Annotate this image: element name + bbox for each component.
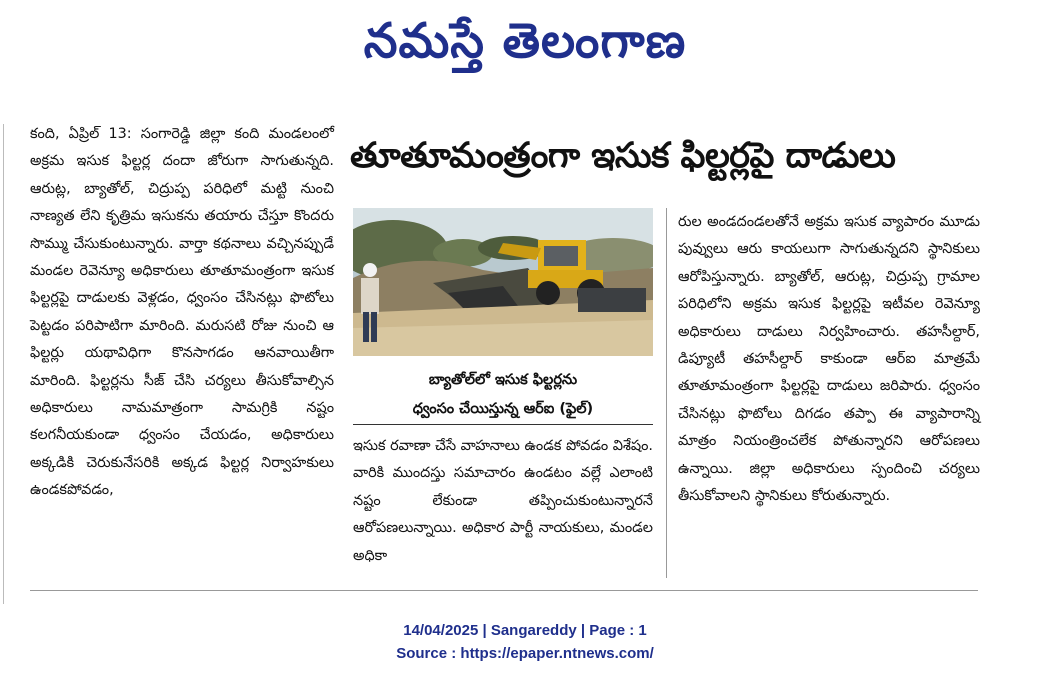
- article-text-column-1: కంది, ఏప్రిల్‌ 13: సంగారెడ్డి జిల్లా కంది మండలంలో అక్రమ ఇసుక ఫిల్టర్ల దందా జోరుగా సాగుతున్నది. ఆరుట్ల, బ్యాతోల్‌, చిద్రుప్ప పరిధిలో మట్టి నుంచి నాణ్యత లేని కృత్రిమ ఇసుకను తయారు చేస్తూ కొందరు సొమ్ము చేసుకుంటున్నారు. వార్తా కథనాలు వచ్చినప్పుడే మండల రెవెన్యూ అధికారులు తూతూమంత్రంగా ఇసుక ఫిల్టర్లపై దాడులకు వెళ్లడం, ధ్వంసం చేసినట్లు ఫొటోలు పెట్టడం పరిపాటిగా మారింది. మరుసటి రోజు నుంచి ఆ ఫిల్టర్లు యథావిధిగా కొనసాగడం ఆనవాయితీగా మారింది. ఫిల్టర్లను సీజ్‌ చేసి చర్యలు తీసుకోవాల్సిన అధికారులు నామమాత్రంగా సామగ్రికి నష్టం కలగనీయకుండా ధ్వంసం చేయడం, అధికారులు అక్కడికి చెరుకునేసరికి అక్కడ ఫిల్టర్ల నిర్వాహకులు ఉండకపోవడం,: [30, 126, 334, 499]
- middle-column-divider: [666, 208, 667, 578]
- excavator-photo-illustration: [353, 208, 653, 356]
- page-footer: [0, 619, 1050, 665]
- left-column-divider: [3, 124, 4, 604]
- article-column-1: [30, 121, 334, 505]
- article-text-column-3: రుల అండదండలతోనే అక్రమ ఇసుక వ్యాపారం మూడు పువ్వులు ఆరు కాయలుగా సాగుతున్నదని స్థానికులు ఆరోపిస్తున్నారు. బ్యాతోల్‌, ఆరుట్ల, చిద్రుప్ప గ్రామాల పరిధిలోని అక్రమ ఇసుక ఫిల్టర్లపై ఇటీవల రెవెన్యూ అధికారులు దాడులు నిర్వహించారు. తహసీల్దార్‌, డిప్యూటీ తహసీల్దార్‌ కాకుండా ఆర్‌ఐ మాత్రమే తూతూమంత్రంగా ఫిల్టర్లపై దాడులు జరిపారు. ధ్వంసం చేసినట్లు ఫొటోలు దిగడం తప్పా ఈ వ్యాపారాన్ని మాత్రం నియంత్రించలేక పోతున్నారని ఆరోపణలు ఉన్నాయి. జిల్లా అధికారులు స్పందించి చర్యలు తీసుకోవాలని స్థానికులు కోరుతున్నారు.: [678, 214, 980, 505]
- caption-divider: [353, 424, 653, 425]
- bottom-divider: [30, 590, 978, 591]
- article-text-column-2: ఇసుక రవాణా చేసే వాహనాలు ఉండక పోవడం విశేషం. వారికి ముందస్తు సమాచారం ఉండటం వల్లే ఎలాంటి నష్టం లేకుండా తప్పించుకుంటున్నారనే ఆరోపణలున్నాయి. అధికార పార్టీ నాయకులు, మండల అధికా: [353, 438, 653, 564]
- article-column-3: [678, 209, 980, 510]
- article-headline: తూతూమంత్రంగా ఇసుక ఫిల్టర్లపై దాడులు: [350, 136, 896, 176]
- photo-caption: [353, 366, 653, 424]
- article-photo: [353, 208, 653, 356]
- photo-caption-line-1: బ్యాతోల్‌లో ఇసుక ఫిల్టర్లను: [428, 372, 578, 388]
- footer-source: Source : https://epaper.ntnews.com/: [396, 645, 654, 662]
- footer-edition-info: 14/04/2025 | Sangareddy | Page : 1: [403, 622, 647, 639]
- article-column-2: [353, 433, 653, 570]
- photo-caption-line-2: ధ్వంసం చేయిస్తున్న ఆర్‌ఐ (ఫైల్‌): [412, 401, 594, 417]
- newspaper-masthead: నమస్తే తెలంగాణ: [363, 13, 687, 69]
